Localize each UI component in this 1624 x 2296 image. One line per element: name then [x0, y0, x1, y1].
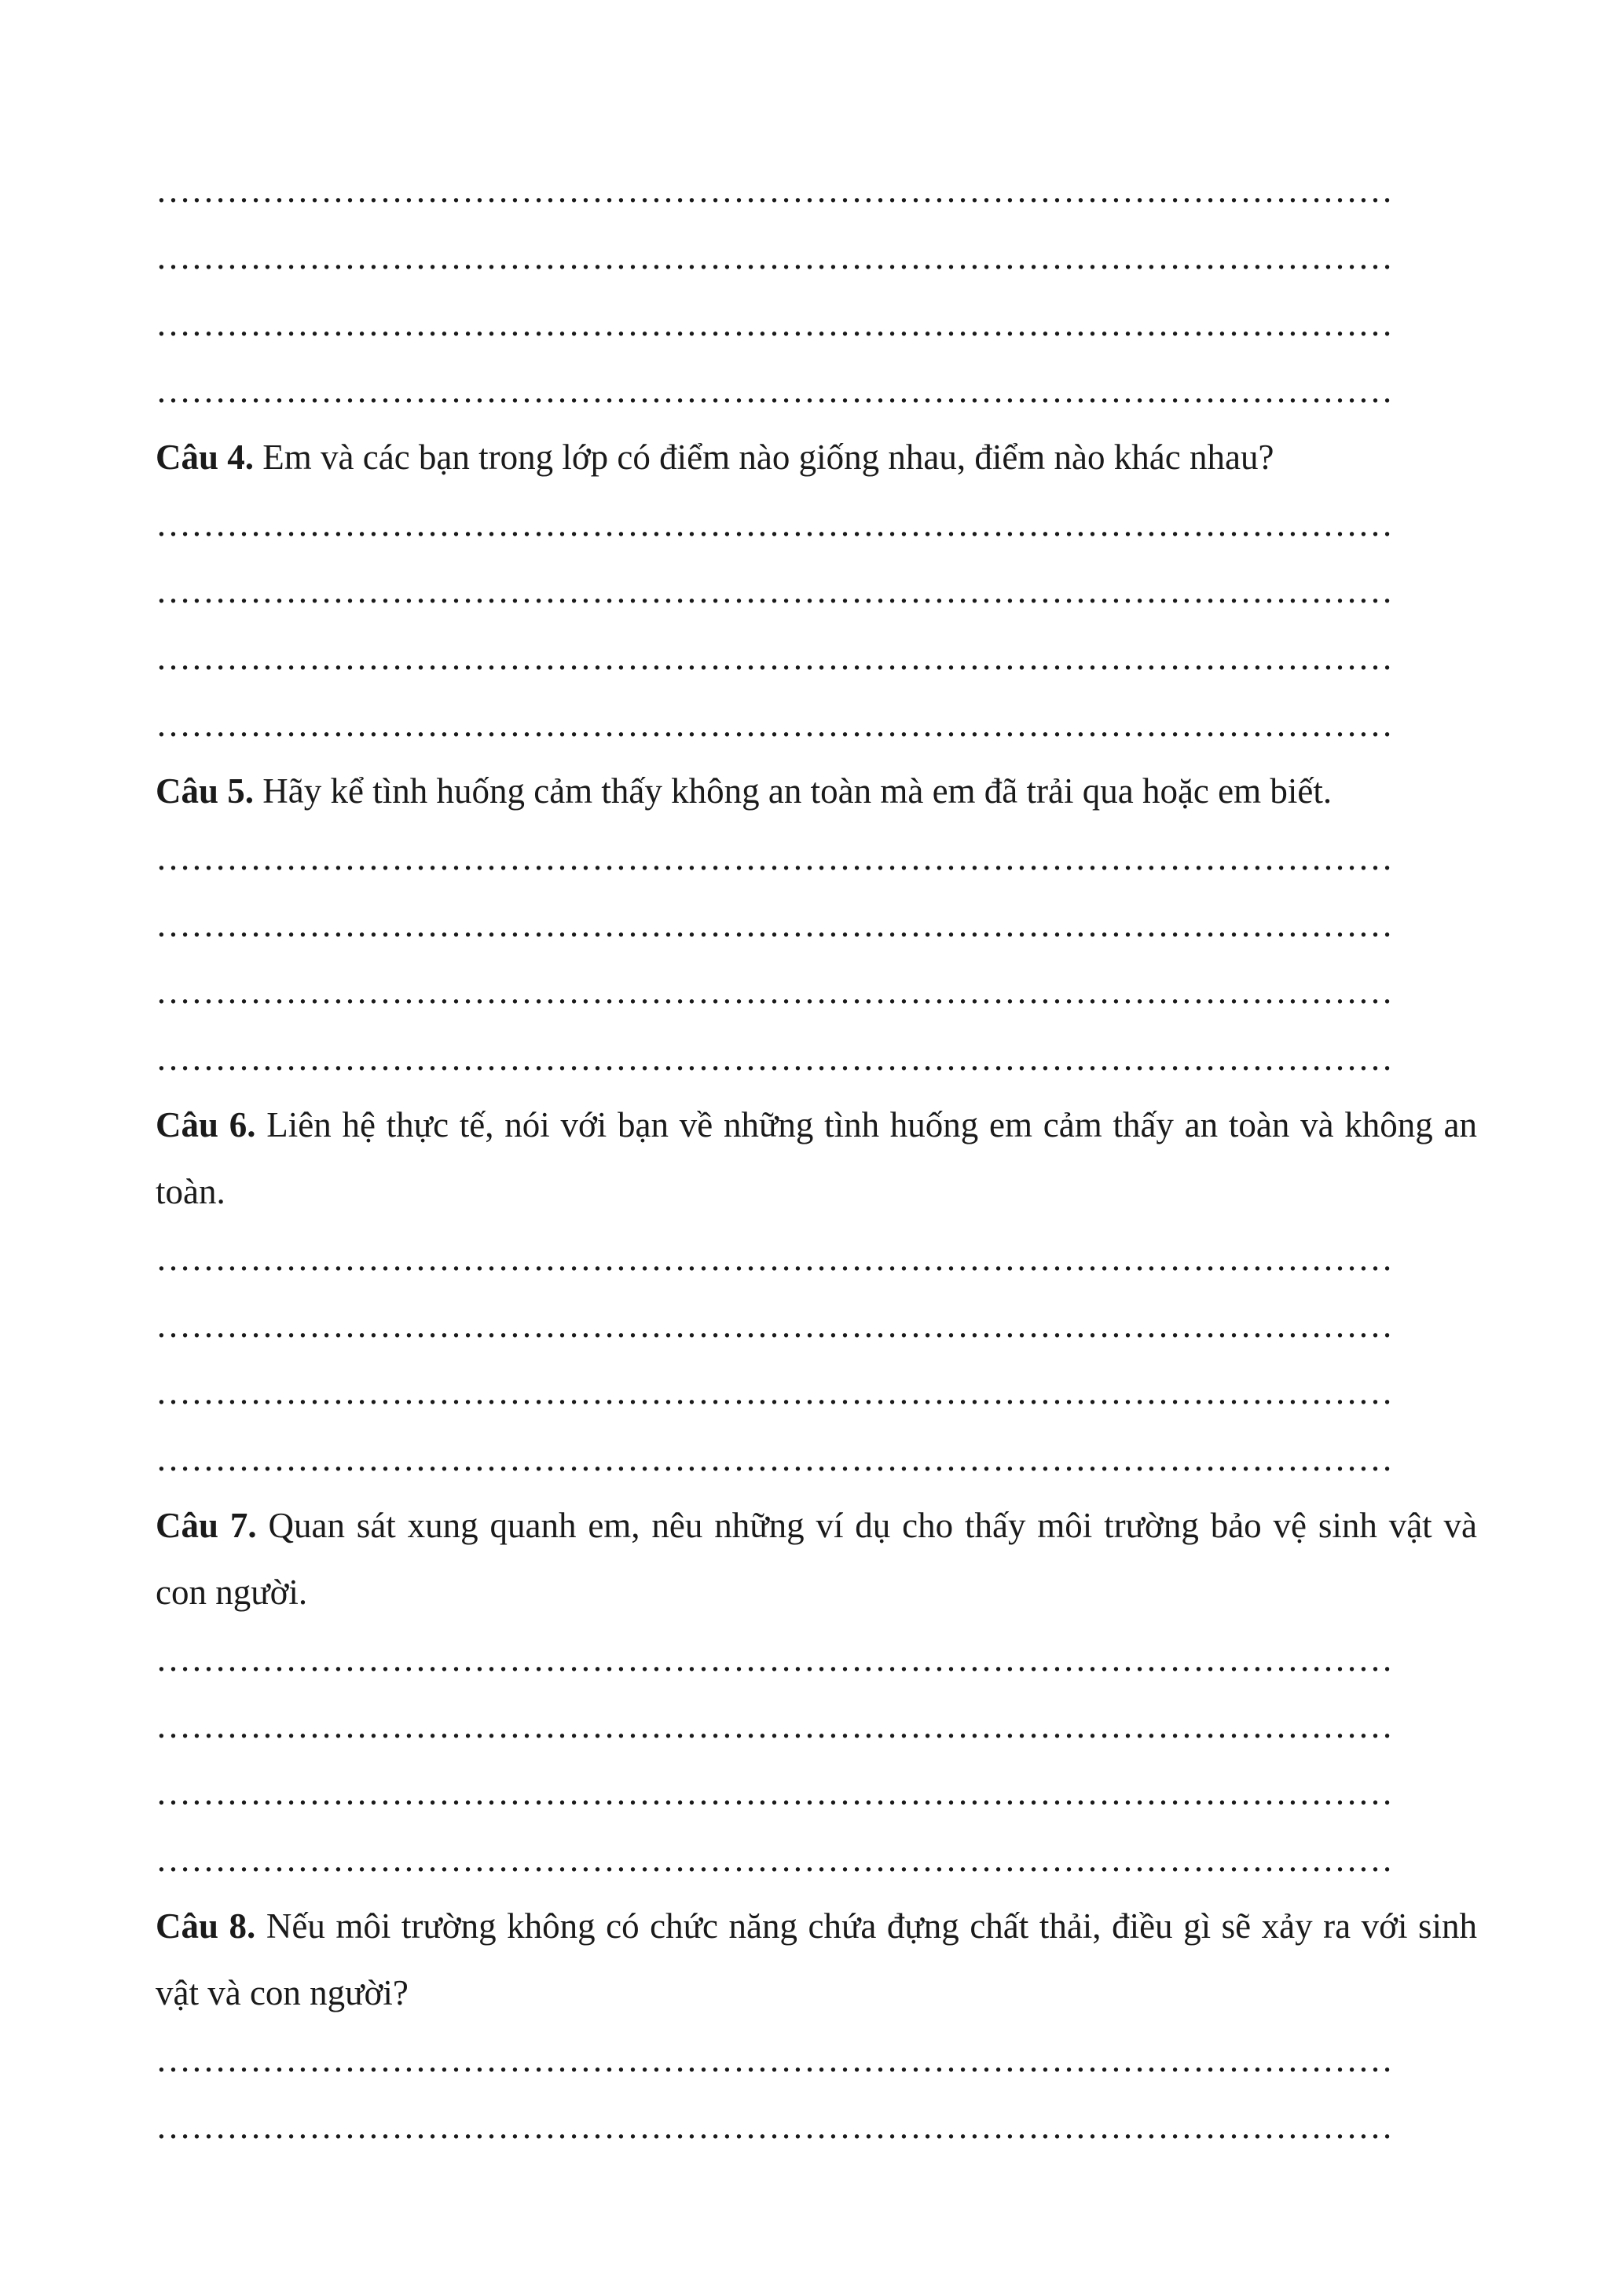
answer-line: ……………………………………………………………………………………………: [156, 1773, 1393, 1812]
answer-line: ……………………………………………………………………………………………: [156, 2040, 1393, 2079]
answer-line: ……………………………………………………………………………………………: [156, 905, 1393, 944]
question-text: Nếu môi trường không có chức năng chứa đựng chất thải, điều gì sẽ xảy ra với sinh vật và con người?: [156, 1906, 1478, 2012]
answer-line: ……………………………………………………………………………………………: [156, 504, 1393, 544]
question-text: Quan sát xung quanh em, nêu những ví dụ cho thấy môi trường bảo vệ sinh vật và con người.: [156, 1506, 1477, 1612]
question-8: [156, 1893, 1477, 2027]
answer-line: ……………………………………………………………………………………………: [156, 170, 1393, 210]
answer-line: ……………………………………………………………………………………………: [156, 371, 1393, 410]
answer-line: ……………………………………………………………………………………………: [156, 571, 1393, 610]
answer-line: ……………………………………………………………………………………………: [156, 1639, 1393, 1679]
answer-line: ……………………………………………………………………………………………: [156, 1372, 1393, 1412]
question-label: Câu 4.: [156, 438, 255, 477]
worksheet-page: [156, 157, 1477, 2160]
answer-line: ……………………………………………………………………………………………: [156, 1038, 1393, 1078]
answer-line: ……………………………………………………………………………………………: [156, 838, 1393, 877]
question-label: Câu 7.: [156, 1506, 257, 1545]
answer-line: ……………………………………………………………………………………………: [156, 972, 1393, 1011]
question-label: Câu 5.: [156, 771, 255, 811]
answer-line: ……………………………………………………………………………………………: [156, 1439, 1393, 1478]
question-text: Hãy kể tình huống cảm thấy không an toàn mà em đã trải qua hoặc em biết.: [262, 771, 1333, 811]
answer-line: ……………………………………………………………………………………………: [156, 1305, 1393, 1345]
answer-line: ……………………………………………………………………………………………: [156, 638, 1393, 677]
question-5: [156, 758, 1477, 825]
question-label: Câu 8.: [156, 1906, 256, 1946]
question-label: Câu 6.: [156, 1105, 256, 1144]
answer-line: ……………………………………………………………………………………………: [156, 304, 1393, 343]
question-6: [156, 1092, 1477, 1225]
question-text: Em và các bạn trong lớp có điểm nào giống nhau, điểm nào khác nhau?: [262, 438, 1274, 477]
answer-line: ……………………………………………………………………………………………: [156, 2107, 1393, 2146]
answer-line: ……………………………………………………………………………………………: [156, 1706, 1393, 1745]
question-7: [156, 1492, 1477, 1626]
answer-line: ……………………………………………………………………………………………: [156, 705, 1393, 744]
question-text: Liên hệ thực tế, nói với bạn về những tình huống em cảm thấy an toàn và không an toàn.: [156, 1105, 1478, 1211]
answer-line: ……………………………………………………………………………………………: [156, 1840, 1393, 1879]
answer-line: ……………………………………………………………………………………………: [156, 237, 1393, 276]
answer-line: ……………………………………………………………………………………………: [156, 1239, 1393, 1278]
question-4: [156, 424, 1477, 491]
